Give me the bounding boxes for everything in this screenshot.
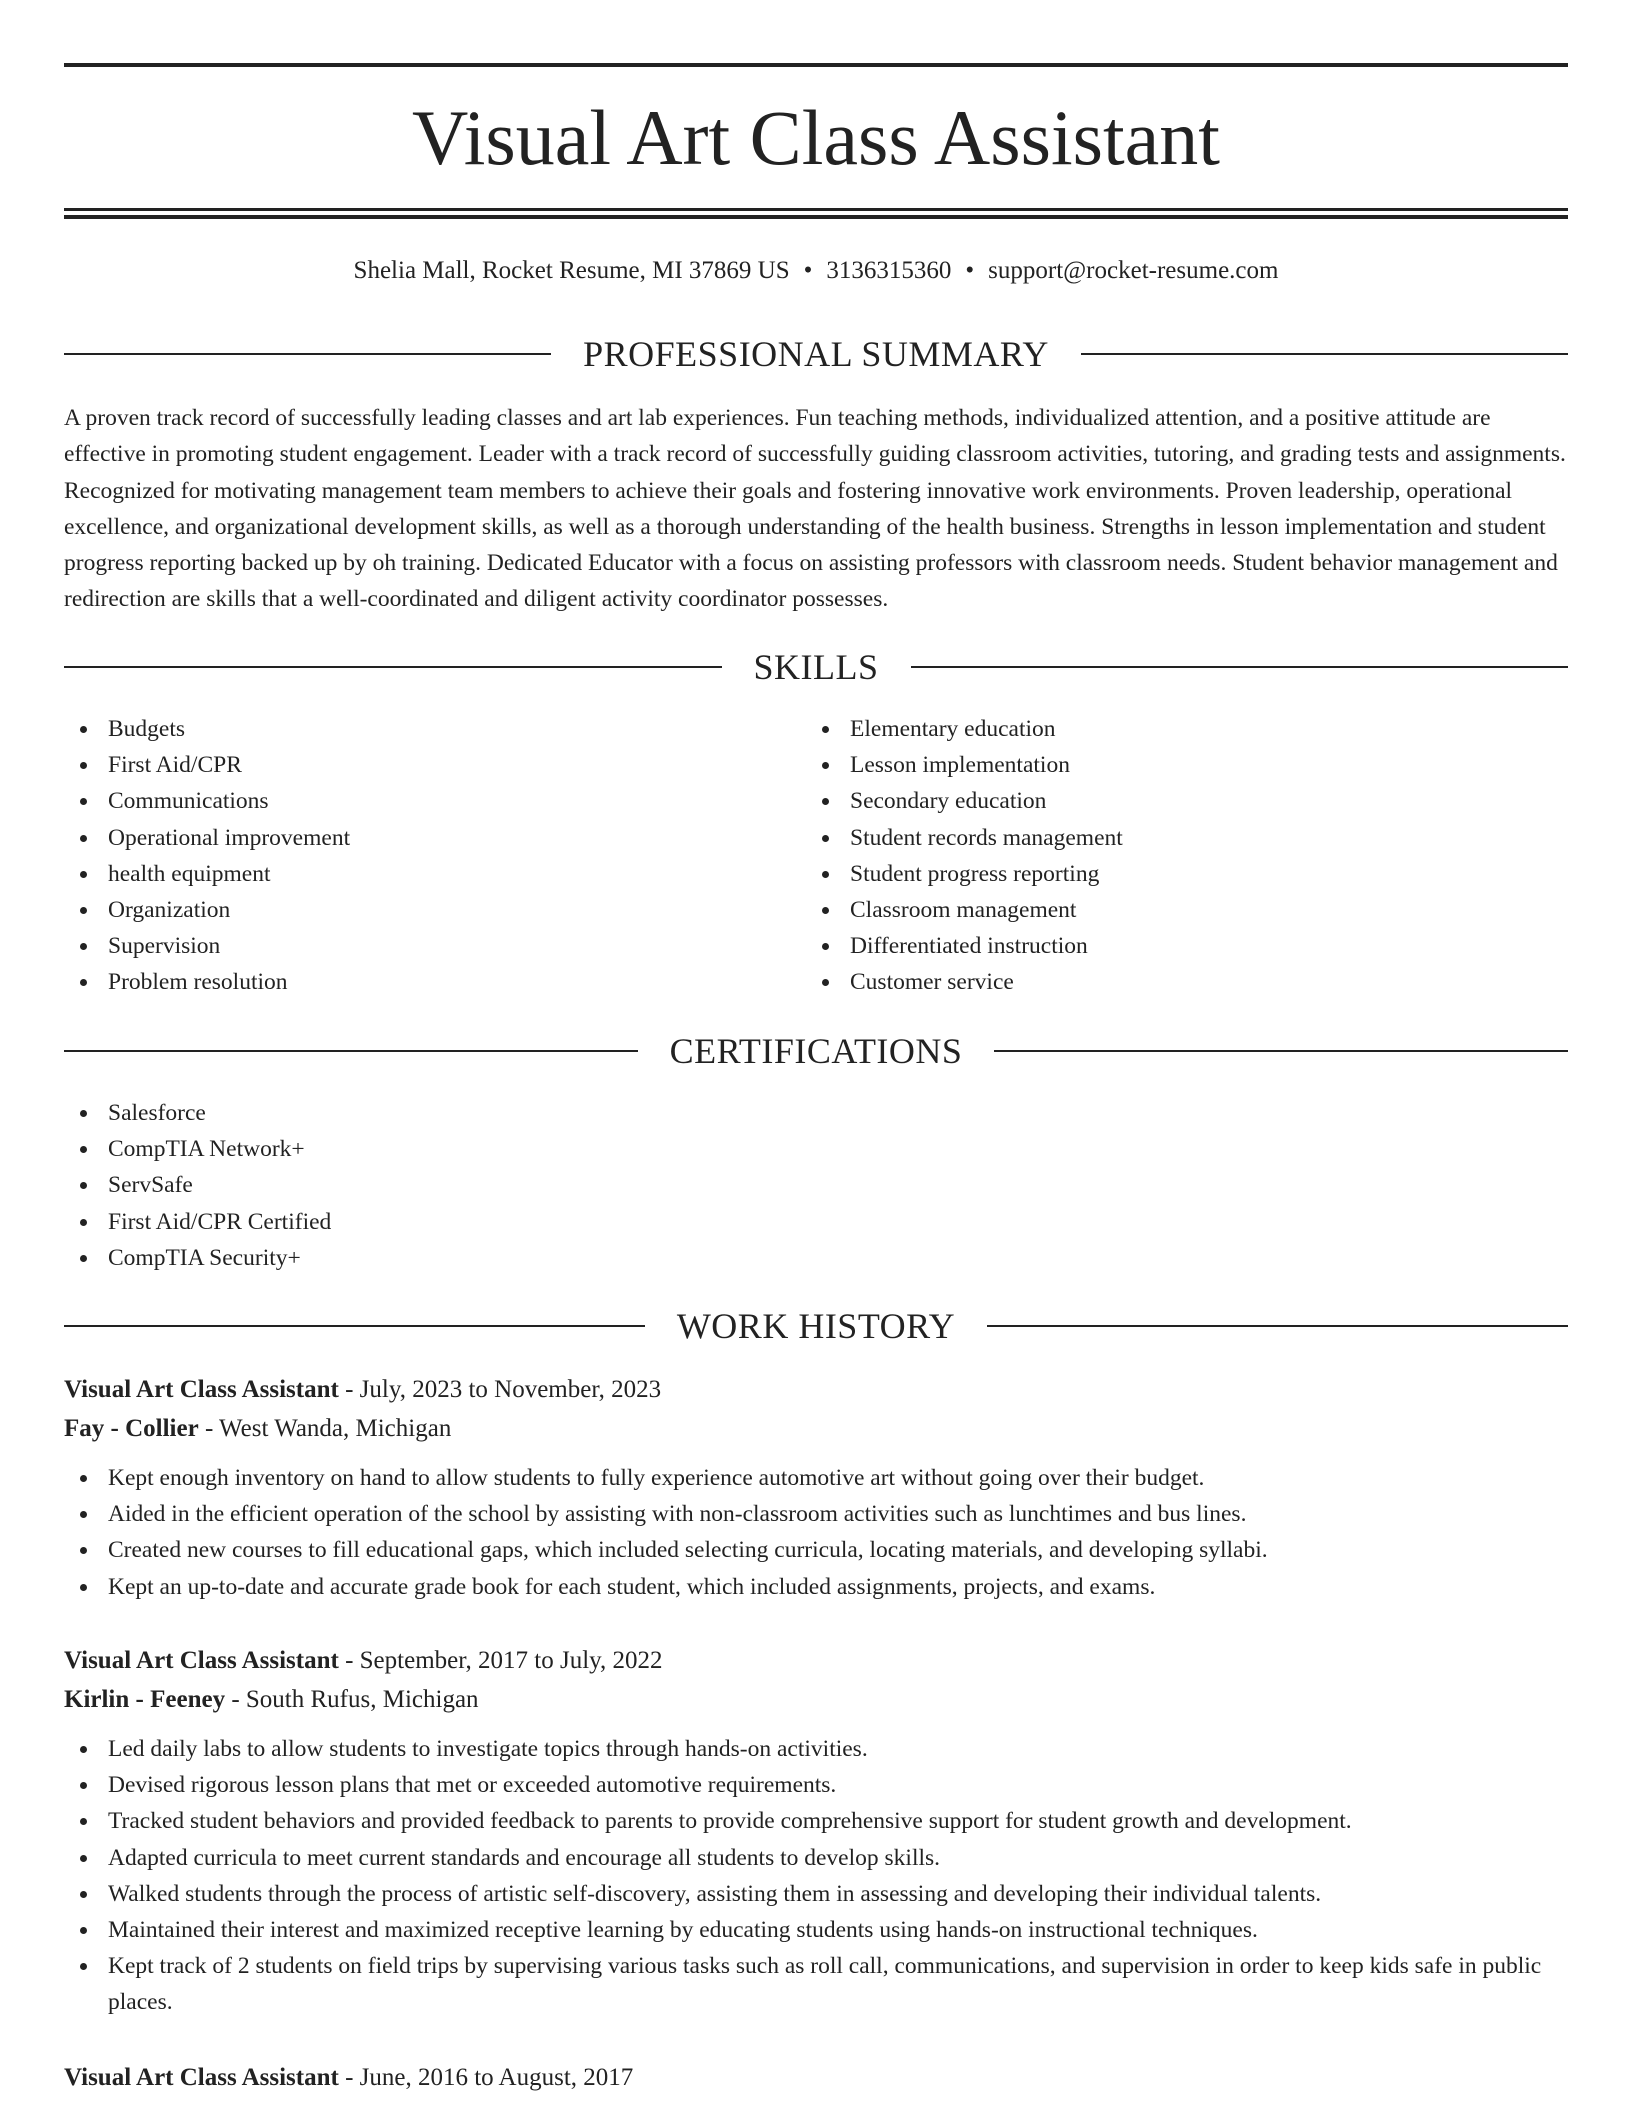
header-rule-double-upper bbox=[64, 208, 1568, 211]
skills-list-right bbox=[806, 711, 1546, 1001]
job-title: Visual Art Class Assistant bbox=[64, 2064, 339, 2091]
job-duty: Walked students through the process of artistic self-discovery, assisting them in assessing and developing their individual talents. bbox=[64, 1876, 1568, 1912]
skill-item: Elementary education bbox=[806, 711, 1546, 747]
job-duty: Kept enough inventory on hand to allow students to fully experience automotive art without going over their budget. bbox=[64, 1460, 1568, 1496]
skills-column-right bbox=[806, 711, 1546, 1001]
section-title-skills: SKILLS bbox=[753, 647, 879, 687]
skill-item: Classroom management bbox=[806, 892, 1546, 928]
section-rule-left bbox=[64, 666, 722, 668]
skill-item: Lesson implementation bbox=[806, 747, 1546, 783]
section-header-skills bbox=[64, 645, 1568, 689]
job-duty: Devised rigorous lesson plans that met or exceeded automotive requirements. bbox=[64, 1767, 1568, 1803]
skill-item: Operational improvement bbox=[64, 820, 804, 856]
summary-text: A proven track record of successfully leading classes and art lab experiences. Fun teaching methods, individualized attention, and a positive attitude are effective in promoting student engagement. Leader with a track record of successfully guiding classroom activities, tutoring, and grading tests and assignments. Recognized for motivating management team members to achieve their goals and fostering innovative work environments. Proven leadership, operational excellence, and organizational development skills, as well as a thorough understanding of the health business. Strengths in lesson implementation and student progress reporting backed up by oh training. Dedicated Educator with a focus on assisting professors with classroom needs. Student behavior management and redirection are skills that a well-coordinated and diligent activity coordinator possesses. bbox=[64, 405, 1566, 613]
skill-item: Customer service bbox=[806, 964, 1546, 1000]
job-title-line bbox=[64, 2058, 1568, 2097]
skill-item: health equipment bbox=[64, 856, 804, 892]
section-rule-left bbox=[64, 1050, 638, 1052]
job-duties-list bbox=[64, 1731, 1568, 2021]
job-location: - South Rufus, Michigan bbox=[225, 1686, 479, 1713]
contact-separator: • bbox=[803, 257, 813, 284]
job-duty: Kept track of 2 students on field trips by supervising various tasks such as roll call, communications, and supervision in order to keep kids safe in public places. bbox=[64, 1948, 1568, 2020]
contact-address: Shelia Mall, Rocket Resume, MI 37869 US bbox=[353, 257, 790, 284]
section-rule-right bbox=[1081, 353, 1568, 355]
certifications-list bbox=[64, 1095, 1568, 1276]
job-entry bbox=[64, 2058, 1568, 2097]
section-rule-right bbox=[911, 666, 1569, 668]
job-dates: - June, 2016 to August, 2017 bbox=[338, 2064, 634, 2091]
job-duty: Tracked student behaviors and provided feedback to parents to provide comprehensive support for student growth and development. bbox=[64, 1803, 1568, 1839]
skill-item: Secondary education bbox=[806, 783, 1546, 819]
section-header-certifications bbox=[64, 1029, 1568, 1073]
certification-item: ServSafe bbox=[64, 1167, 1568, 1203]
skill-item: Organization bbox=[64, 892, 804, 928]
section-title-certifications: CERTIFICATIONS bbox=[669, 1031, 963, 1071]
job-company-line bbox=[64, 1409, 1568, 1448]
section-rule-right bbox=[994, 1050, 1568, 1052]
skill-item: Student progress reporting bbox=[806, 856, 1546, 892]
skill-item: Budgets bbox=[64, 711, 804, 747]
job-title-line bbox=[64, 1370, 1568, 1409]
job-title: Visual Art Class Assistant bbox=[64, 1647, 339, 1674]
header-rule-top bbox=[64, 63, 1568, 67]
skill-item: Communications bbox=[64, 783, 804, 819]
skill-item: Supervision bbox=[64, 928, 804, 964]
job-duty: Kept an up-to-date and accurate grade book for each student, which included assignments, projects, and exams. bbox=[64, 1569, 1568, 1605]
job-title: Visual Art Class Assistant bbox=[64, 1376, 339, 1403]
job-entry bbox=[64, 1641, 1568, 2021]
skill-item: First Aid/CPR bbox=[64, 747, 804, 783]
resume-title: Visual Art Class Assistant bbox=[412, 94, 1220, 181]
job-company: Kirlin - Feeney bbox=[64, 1686, 226, 1713]
certifications-block bbox=[64, 1095, 1568, 1276]
header-rule-double-lower bbox=[64, 215, 1568, 219]
job-duty: Maintained their interest and maximized receptive learning by educating students using hands-on instructional techniques. bbox=[64, 1912, 1568, 1948]
job-duty: Created new courses to fill educational gaps, which included selecting curricula, locating materials, and developing syllabi. bbox=[64, 1532, 1568, 1568]
certification-item: First Aid/CPR Certified bbox=[64, 1204, 1568, 1240]
section-title-work-history: WORK HISTORY bbox=[676, 1306, 956, 1346]
job-dates: - September, 2017 to July, 2022 bbox=[338, 1647, 663, 1674]
job-duties-list bbox=[64, 1460, 1568, 1605]
section-rule-left bbox=[64, 1325, 645, 1327]
skills-column-left bbox=[64, 711, 804, 1001]
skill-item: Differentiated instruction bbox=[806, 928, 1546, 964]
job-duty: Led daily labs to allow students to investigate topics through hands-on activities. bbox=[64, 1731, 1568, 1767]
job-company-line bbox=[64, 1680, 1568, 1719]
certification-item: CompTIA Security+ bbox=[64, 1240, 1568, 1276]
contact-email: support@rocket-resume.com bbox=[988, 257, 1279, 284]
job-title-line bbox=[64, 1641, 1568, 1680]
certification-item: Salesforce bbox=[64, 1095, 1568, 1131]
job-location: - West Wanda, Michigan bbox=[198, 1415, 452, 1442]
job-duty: Adapted curricula to meet current standards and encourage all students to develop skills. bbox=[64, 1840, 1568, 1876]
section-header-work-history bbox=[64, 1304, 1568, 1348]
skill-item: Student records management bbox=[806, 820, 1546, 856]
job-dates: - July, 2023 to November, 2023 bbox=[338, 1376, 662, 1403]
section-rule-right bbox=[987, 1325, 1568, 1327]
contact-separator: • bbox=[965, 257, 975, 284]
section-header-summary bbox=[64, 332, 1568, 376]
job-duty: Aided in the efficient operation of the school by assisting with non-classroom activities such as lunchtimes and bus lines. bbox=[64, 1496, 1568, 1532]
contact-phone: 3136315360 bbox=[826, 257, 952, 284]
skill-item: Problem resolution bbox=[64, 964, 804, 1000]
job-company: Fay - Collier bbox=[64, 1415, 199, 1442]
job-entry bbox=[64, 1370, 1568, 1605]
contact-line bbox=[64, 252, 1568, 290]
certification-item: CompTIA Network+ bbox=[64, 1131, 1568, 1167]
section-rule-left bbox=[64, 353, 551, 355]
skills-list-left bbox=[64, 711, 804, 1001]
section-title-summary: PROFESSIONAL SUMMARY bbox=[583, 334, 1049, 374]
